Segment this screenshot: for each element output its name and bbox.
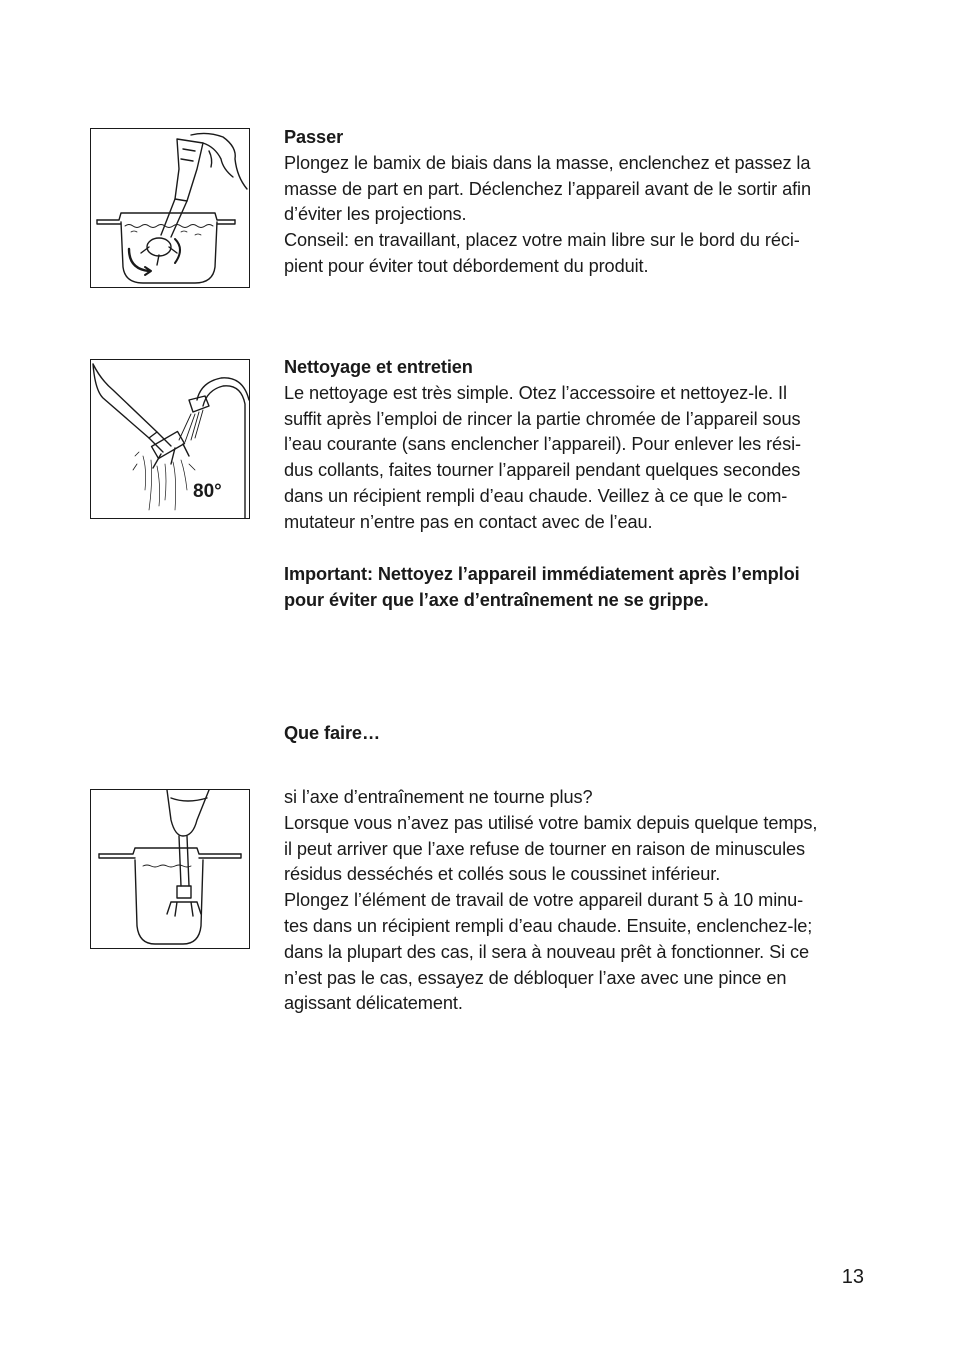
body-line: Plongez le bamix de biais dans la masse, enclenchez et passez la — [284, 152, 811, 173]
important-line: Important: Nettoyez l’appareil immédiatement après l’emploi — [284, 564, 800, 584]
section-que-faire-heading — [284, 721, 884, 747]
body-line: n’est pas le cas, essayez de débloquer l’axe avec une pince en — [284, 967, 787, 988]
body-line: l’eau courante (sans enclencher l’appareil). Pour enlever les rési- — [284, 434, 801, 455]
section-heading: Nettoyage et entretien — [284, 357, 473, 377]
body-line: Le nettoyage est très simple. Otez l’accessoire et nettoyez-le. Il — [284, 382, 787, 403]
question-line: si l’axe d’entraînement ne tourne plus? — [284, 787, 593, 807]
body-line: suffit après l’emploi de rincer la partie chromée de l’appareil sous — [284, 408, 801, 429]
blender-in-pot-drawing — [91, 129, 249, 287]
body-line: Conseil: en travaillant, placez votre main libre sur le bord du réci- — [284, 230, 800, 251]
body-line: Lorsque vous n’avez pas utilisé votre bamix depuis quelque temps, — [284, 812, 818, 833]
body-line: pient pour éviter tout débordement du produit. — [284, 255, 649, 276]
body-line: agissant délicatement. — [284, 993, 463, 1014]
body-line: mutateur n’entre pas en contact avec de l’eau. — [284, 511, 653, 532]
illustration-blending-in-pot — [90, 128, 250, 288]
section-nettoyage — [284, 355, 884, 536]
section-passer — [284, 125, 884, 280]
page-number: 13 — [841, 1266, 864, 1288]
body-line: dans la plupart des cas, il sera à nouveau prêt à fonctionner. Si ce — [284, 941, 810, 962]
soaking-drawing — [91, 790, 249, 948]
body-line: d’éviter les projections. — [284, 204, 467, 225]
body-line: résidus desséchés et collés sous le coussinet inférieur. — [284, 864, 721, 885]
body-line: dus collants, faites tourner l’appareil pendant quelques secondes — [284, 460, 801, 481]
illustration-rinsing-under-tap — [90, 359, 250, 519]
important-line: pour éviter que l’axe d’entraînement ne se grippe. — [284, 589, 709, 610]
section-heading: Passer — [284, 127, 344, 147]
important-note — [284, 562, 884, 614]
body-line: il peut arriver que l’axe refuse de tourner en raison de minuscules — [284, 838, 806, 859]
rinsing-drawing — [91, 360, 249, 518]
illustration-soaking-in-pot — [90, 789, 250, 949]
section-que-faire — [284, 785, 884, 1017]
body-line: Plongez l’élément de travail de votre appareil durant 5 à 10 minu- — [284, 890, 804, 911]
body-line: masse de part en part. Déclenchez l’appareil avant de le sortir afin — [284, 178, 811, 199]
section-heading: Que faire… — [284, 723, 381, 743]
temperature-label: 80° — [193, 481, 222, 502]
body-line: tes dans un récipient rempli d’eau chaude. Ensuite, enclenchez-le; — [284, 915, 813, 936]
body-line: dans un récipient rempli d’eau chaude. Veillez à ce que le com- — [284, 485, 788, 506]
